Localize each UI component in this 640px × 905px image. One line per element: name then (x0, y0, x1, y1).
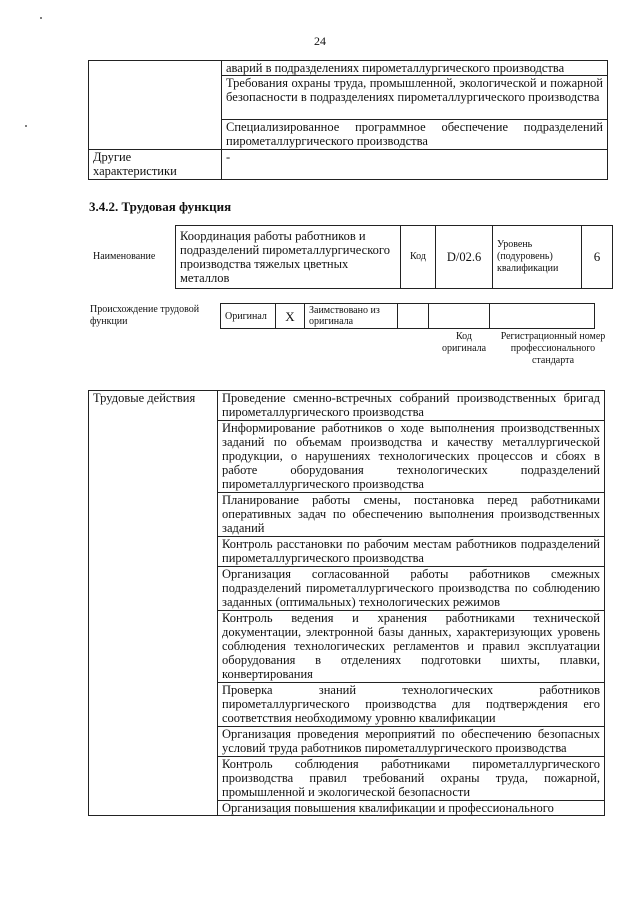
table-row (221, 304, 595, 329)
table-row (176, 226, 613, 289)
table-cell: аварий в подразделениях пирометаллургического производства (222, 61, 608, 76)
code-label: Код (401, 226, 436, 289)
borrowed-mark-cell (398, 304, 429, 329)
action-item: Проведение сменно-встречных собраний производственных бригад пирометаллургического производства (218, 391, 605, 421)
section-title: 3.4.2. Трудовая функция (89, 199, 232, 214)
labor-actions-table (88, 390, 605, 816)
table-row (89, 391, 605, 421)
code-value: D/02.6 (436, 226, 493, 289)
action-item: Проверка знаний технологических работников пирометаллургического производства для подтверждения его соответствия необходимому уровню квалификации (218, 683, 605, 727)
borrowed-label: Заимствовано из оригинала (305, 304, 398, 329)
action-item: Контроль соблюдения работниками пирометаллургического производства правил требований охраны труда, пожарной, промышленной и экологической безопасности (218, 757, 605, 801)
function-table (175, 225, 613, 289)
action-item: Организация повышения квалификации и профессионального (218, 801, 605, 816)
table-cell: Требования охраны труда, промышленной, экологической и пожарной безопасности в подразделениях пирометаллургического производства (222, 76, 608, 120)
other-characteristics-label (89, 150, 222, 180)
scan-speck (25, 125, 27, 127)
top-table (88, 60, 608, 180)
label-line: Другие (93, 150, 132, 164)
caption-registration: Регистрационный номер профессионального стандарта (500, 331, 606, 366)
action-item: Контроль расстановки по рабочим местам работников подразделений пирометаллургического производства (218, 537, 605, 567)
origin-table (220, 303, 595, 329)
table-cell: Специализированное программное обеспечение подразделений пирометаллургического производства (222, 120, 608, 150)
origin-label: Происхождение трудовой функции (90, 304, 200, 327)
action-item: Планирование работы смены, постановка перед работниками оперативных задач по обеспечению выполнения производственных заданий (218, 493, 605, 537)
action-item: Контроль ведения и хранения работниками технической документации, электронной базы данных, характеризующих уровень соблюдения технологических регламентов и правил эксплуатации оборудования в отделениях подготовки шихты, плавки, конвертирования (218, 611, 605, 683)
caption-code: Код оригинала (441, 331, 487, 354)
action-item: Организация проведения мероприятий по обеспечению безопасных условий труда работников пирометаллургического производства (218, 727, 605, 757)
original-code-cell (429, 304, 490, 329)
name-label: Наименование (93, 251, 156, 262)
function-name: Координация работы работников и подразделений пирометаллургического производства тяжелых цветных металлов (176, 226, 401, 289)
action-item: Организация согласованной работы работников смежных подразделений пирометаллургического производства по соблюдению заданных (оптимальных) технологических режимов (218, 567, 605, 611)
original-label: Оригинал (221, 304, 276, 329)
label-line: характеристики (93, 164, 177, 178)
other-characteristics-value: - (222, 150, 608, 180)
action-item: Информирование работников о ходе выполнения производственных заданий по объемам производства и качеству металлургической продукции, о нарушениях технологических процессов и сбоях в работе оборудования технологических подразделений пирометаллургического производства (218, 421, 605, 493)
table-row (89, 61, 608, 76)
original-mark: X (276, 304, 305, 329)
table-row (89, 150, 608, 180)
page-number: 24 (314, 34, 326, 48)
scan-speck (40, 17, 42, 19)
registration-number-cell (490, 304, 595, 329)
level-value: 6 (582, 226, 613, 289)
empty-label-cell (89, 61, 222, 150)
labor-actions-label: Трудовые действия (89, 391, 218, 816)
level-label: Уровень (подуровень) квалификации (493, 226, 582, 289)
